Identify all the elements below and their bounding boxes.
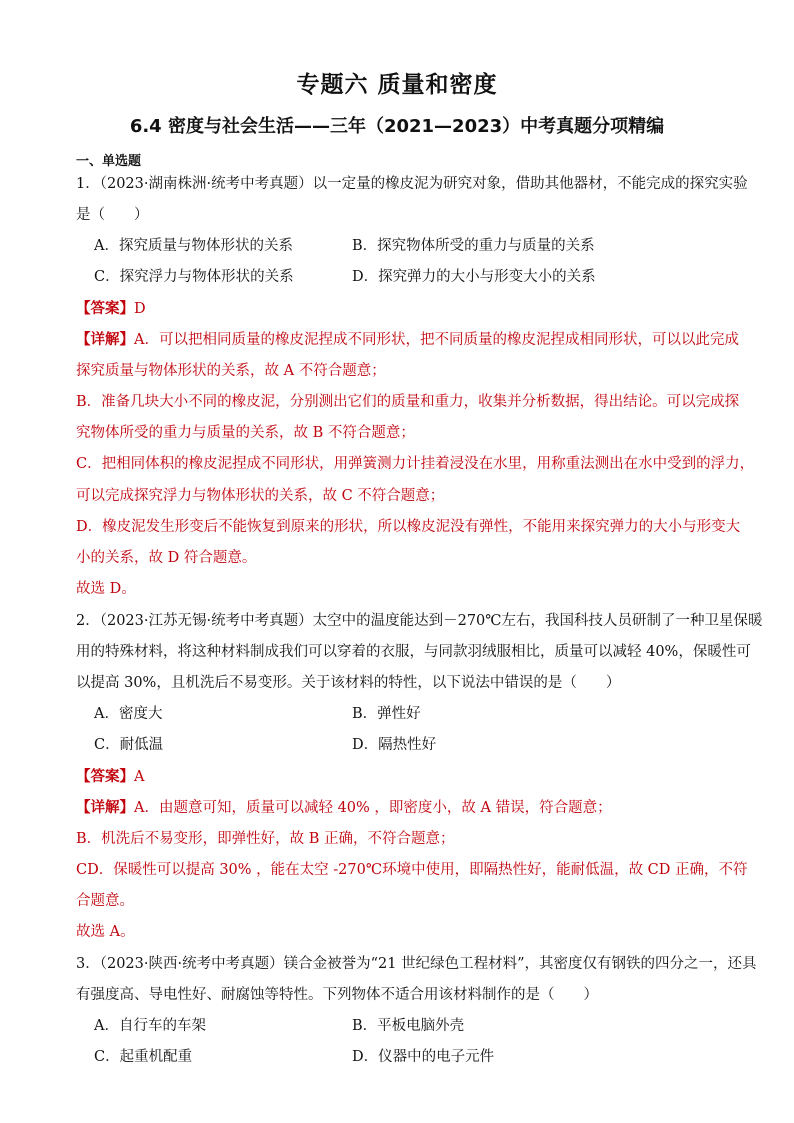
question-2-detail-line-1 (76, 796, 726, 817)
question-1-detail-line-7: D．橡皮泥发生形变后不能恢复到原来的形状，所以橡皮泥没有弹性，不能用来探究弹力的大小与形变大 (76, 519, 741, 535)
section-heading: 一、单选题 (76, 154, 142, 169)
detail-label: 【详解】 (76, 799, 134, 816)
question-1-conclusion: 故选 D。 (76, 581, 136, 597)
question-3-option-a: A．自行车的车架 (94, 1018, 206, 1034)
answer-value: D (134, 301, 146, 317)
answer-label: 【答案】 (76, 300, 134, 317)
question-2-detail-line-3: CD．保暖性可以提高 30% ，能在太空 -270℃环境中使用，即隔热性好，能耐低温，故 CD 正确，不符 (76, 862, 748, 878)
question-3-option-b: B．平板电脑外壳 (352, 1018, 465, 1034)
detail-text: A．由题意可知，质量可以减轻 40% ，即密度小，故 A 错误，符合题意； (134, 800, 612, 816)
question-3-option-d: D．仪器中的电子元件 (352, 1049, 495, 1065)
question-2-option-d: D．隔热性好 (352, 737, 437, 753)
question-1-answer (76, 297, 726, 318)
question-2-stem-line-3: 以提高 30%，且机洗后不易变形。关于该材料的特性，以下说法中错误的是（ ） (76, 675, 621, 691)
question-1-detail-line-2: 探究质量与物体形状的关系，故 A 不符合题意； (76, 363, 386, 379)
question-1-option-c: C．探究浮力与物体形状的关系 (94, 269, 294, 285)
question-2-stem-line-1: 2．（2023·江苏无锡·统考中考真题）太空中的温度能达到－270℃左右，我国科技人员研制了一种卫星保暖 (76, 613, 763, 629)
question-3-stem-line-1: 3．（2023·陕西·统考中考真题）镁合金被誉为“21 世纪绿色工程材料”，其密度仅有钢铁的四分之一，还具 (76, 956, 757, 972)
question-1-option-b: B．探究物体所受的重力与质量的关系 (352, 238, 595, 254)
question-2-option-b: B．弹性好 (352, 706, 421, 722)
question-1-detail-line-4: 究物体所受的重力与质量的关系，故 B 不符合题意； (76, 425, 415, 441)
question-2-option-a: A．密度大 (94, 706, 163, 722)
question-2-answer (76, 765, 726, 786)
answer-value: A (134, 769, 145, 785)
detail-text: A．可以把相同质量的橡皮泥捏成不同形状，把不同质量的橡皮泥捏成相同形状，可以以此完成 (134, 332, 739, 348)
question-3-stem-line-2: 有强度高、导电性好、耐腐蚀等特性。下列物体不适合用该材料制作的是（ ） (76, 987, 598, 1003)
question-1-detail-line-3: B．准备几块大小不同的橡皮泥，分别测出它们的质量和重力，收集并分析数据，得出结论。可以完成探 (76, 394, 740, 410)
question-2-detail-line-4: 合题意。 (76, 893, 134, 909)
question-2-conclusion: 故选 A。 (76, 924, 135, 940)
question-1-detail-line-8: 小的关系，故 D 符合题意。 (76, 550, 257, 566)
question-2-stem-line-2: 用的特殊材料，将这种材料制成我们可以穿着的衣服，与同款羽绒服相比，质量可以减轻 40%，保暖性可 (76, 644, 751, 660)
question-1-option-d: D．探究弹力的大小与形变大小的关系 (352, 269, 596, 285)
question-1-detail-line-5: C．把相同体积的橡皮泥捏成不同形状，用弹簧测力计挂着浸没在水里，用称重法测出在水中受到的浮力， (76, 456, 755, 472)
question-1-stem-line-1: 1．（2023·湖南株洲·统考中考真题）以一定量的橡皮泥为研究对象，借助其他器材，不能完成的探究实验 (76, 176, 748, 192)
page-subtitle: 6.4 密度与社会生活——三年（2021—2023）中考真题分项精编 (129, 116, 665, 137)
question-1-stem-line-2: 是（ ） (76, 207, 149, 223)
question-1-detail-line-6: 可以完成探究浮力与物体形状的关系，故 C 不符合题意； (76, 488, 445, 504)
question-1-detail-line-1 (76, 328, 739, 349)
question-2-option-c: C．耐低温 (94, 737, 164, 753)
page-title: 专题六 质量和密度 (296, 72, 498, 98)
answer-label: 【答案】 (76, 768, 134, 785)
question-2-detail-line-2: B．机洗后不易变形，即弹性好，故 B 正确，不符合题意； (76, 831, 455, 847)
detail-label: 【详解】 (76, 331, 134, 348)
question-1-option-a: A．探究质量与物体形状的关系 (94, 238, 293, 254)
question-3-option-c: C．起重机配重 (94, 1049, 193, 1065)
